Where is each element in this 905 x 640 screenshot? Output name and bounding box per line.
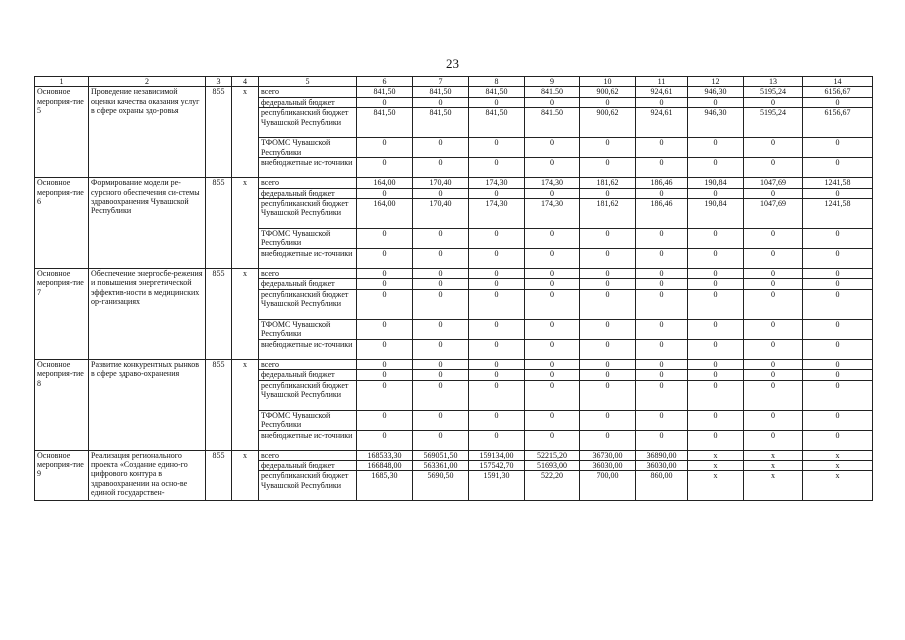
value-cell: 51693,00 [525,461,580,471]
value-cell: 0 [744,249,803,269]
value-cell: 0 [413,279,469,289]
value-cell: 0 [525,188,580,198]
value-cell: 0 [803,269,873,279]
value-cell: 0 [525,279,580,289]
value-cell: 0 [688,410,744,430]
value-cell: 0 [469,188,525,198]
value-cell: 36730,00 [580,450,636,460]
value-cell: 841,50 [469,87,525,97]
value-cell: 0 [688,319,744,339]
marker-cell: x [232,359,259,450]
code-cell: 855 [206,359,232,450]
value-cell: 0 [357,249,413,269]
value-cell: 0 [803,138,873,158]
event-description-cell: Проведение независимой оценки качества оказания услуг в сфере охраны здо-ровья [89,87,206,178]
value-cell: 0 [580,289,636,319]
funding-source-cell: федеральный бюджет [259,97,357,107]
value-cell: 0 [580,138,636,158]
funding-source-cell: республиканский бюджет Чувашской Республики [259,199,357,229]
table-row [35,87,873,97]
value-cell: 0 [744,359,803,369]
value-cell: 0 [525,97,580,107]
value-cell: 0 [413,289,469,319]
value-cell: 0 [413,138,469,158]
value-cell: 0 [744,188,803,198]
header-cell: 8 [469,77,525,87]
value-cell: 0 [357,279,413,289]
value-cell: 0 [525,269,580,279]
value-cell: 0 [469,269,525,279]
value-cell: 5690,50 [413,471,469,501]
value-cell: 946,30 [688,108,744,138]
value-cell: 0 [636,97,688,107]
funding-source-cell: внебюджетные ис-точники [259,158,357,178]
value-cell: 0 [469,289,525,319]
value-cell: 0 [688,249,744,269]
header-cell: 14 [803,77,873,87]
value-cell: 0 [413,229,469,249]
value-cell: 1685,30 [357,471,413,501]
value-cell: 0 [413,370,469,380]
value-cell: 0 [688,188,744,198]
value-cell: 0 [636,289,688,319]
value-cell: 0 [803,279,873,289]
value-cell: 0 [580,158,636,178]
value-cell: 0 [688,370,744,380]
value-cell: 0 [357,188,413,198]
value-cell: 0 [636,339,688,359]
value-cell: 0 [803,158,873,178]
table-body [35,77,873,501]
value-cell: 0 [525,339,580,359]
value-cell: 1047,69 [744,178,803,188]
value-cell: 841,50 [413,87,469,97]
value-cell: 186,46 [636,178,688,188]
code-cell: 855 [206,269,232,360]
value-cell: 0 [803,249,873,269]
value-cell: 0 [636,410,688,430]
value-cell: 1591,30 [469,471,525,501]
value-cell: 841,50 [357,108,413,138]
event-description-cell: Обеспечение энергосбе-режения и повышения энергетической эффектив-ности в медицинских ор-ганизациях [89,269,206,360]
marker-cell: x [232,178,259,269]
value-cell: 0 [744,158,803,178]
funding-source-cell: внебюджетные ис-точники [259,430,357,450]
header-cell: 10 [580,77,636,87]
value-cell: 159134,00 [469,450,525,460]
value-cell: 0 [580,279,636,289]
value-cell: 0 [803,289,873,319]
value-cell: 0 [413,319,469,339]
value-cell: 0 [469,380,525,410]
value-cell: 0 [357,380,413,410]
value-cell: 0 [525,359,580,369]
value-cell: 0 [636,249,688,269]
funding-source-cell: всего [259,178,357,188]
value-cell: 0 [803,380,873,410]
value-cell: 0 [580,319,636,339]
value-cell: 190,84 [688,178,744,188]
value-cell: 5195,24 [744,108,803,138]
value-cell: 0 [580,269,636,279]
marker-cell: x [232,87,259,178]
value-cell: 0 [636,370,688,380]
value-cell: 0 [580,97,636,107]
value-cell: 0 [744,430,803,450]
value-cell: 181,62 [580,199,636,229]
table-row [35,450,873,460]
event-description-cell: Развитие конкурентных рынков в сфере здраво-охранения [89,359,206,450]
event-name-cell: Основное мероприя-тие 8 [35,359,89,450]
table-row [35,269,873,279]
value-cell: 700,00 [580,471,636,501]
value-cell: 174,30 [525,178,580,188]
value-cell: 0 [525,289,580,319]
value-cell: 0 [744,319,803,339]
funding-source-cell: ТФОМС Чувашской Республики [259,319,357,339]
value-cell: 190,84 [688,199,744,229]
value-cell: 0 [469,229,525,249]
value-cell: 0 [469,319,525,339]
value-cell: 0 [580,370,636,380]
header-cell: 4 [232,77,259,87]
value-cell: 174,30 [469,199,525,229]
value-cell: 900,62 [580,108,636,138]
header-cell: 12 [688,77,744,87]
value-cell: 36030,00 [636,461,688,471]
value-cell: 841,50 [469,108,525,138]
value-cell: x [688,471,744,501]
value-cell: 841,50 [413,108,469,138]
funding-source-cell: ТФОМС Чувашской Республики [259,229,357,249]
funding-source-cell: всего [259,269,357,279]
funding-source-cell: республиканский бюджет Чувашской Республики [259,108,357,138]
header-row [35,77,873,87]
value-cell: 0 [413,339,469,359]
value-cell: x [744,450,803,460]
value-cell: 36030,00 [580,461,636,471]
value-cell: 0 [580,380,636,410]
value-cell: 164,00 [357,178,413,188]
value-cell: 0 [525,410,580,430]
value-cell: 0 [744,289,803,319]
value-cell: 170,40 [413,178,469,188]
value-cell: 0 [744,370,803,380]
value-cell: 0 [688,138,744,158]
value-cell: 0 [803,430,873,450]
funding-source-cell: федеральный бюджет [259,279,357,289]
value-cell: 0 [744,229,803,249]
value-cell: 0 [803,229,873,249]
header-cell: 5 [259,77,357,87]
funding-source-cell: федеральный бюджет [259,188,357,198]
value-cell: 569051,50 [413,450,469,460]
value-cell: 924,61 [636,87,688,97]
value-cell: 0 [580,410,636,430]
value-cell: 0 [744,269,803,279]
value-cell: 174,30 [469,178,525,188]
value-cell: 0 [803,359,873,369]
value-cell: 6156,67 [803,108,873,138]
value-cell: 0 [413,269,469,279]
event-description-cell: Формирование модели ре-сурсного обеспечения си-стемы здравоохранения Чувашской Республики [89,178,206,269]
value-cell: 0 [357,430,413,450]
value-cell: 563361,00 [413,461,469,471]
header-cell: 13 [744,77,803,87]
value-cell: 0 [744,97,803,107]
value-cell: 0 [469,339,525,359]
value-cell: 0 [413,188,469,198]
value-cell: 6156,67 [803,87,873,97]
value-cell: 164,00 [357,199,413,229]
value-cell: 0 [580,229,636,249]
funding-source-cell: всего [259,87,357,97]
value-cell: 0 [469,359,525,369]
value-cell: 0 [803,319,873,339]
header-cell: 7 [413,77,469,87]
value-cell: 0 [413,359,469,369]
event-name-cell: Основное мероприя-тие 6 [35,178,89,269]
value-cell: 0 [469,97,525,107]
value-cell: 0 [688,339,744,359]
value-cell: 0 [357,370,413,380]
header-cell: 1 [35,77,89,87]
value-cell: 166848,00 [357,461,413,471]
value-cell: 0 [525,158,580,178]
header-cell: 11 [636,77,688,87]
funding-source-cell: внебюджетные ис-точники [259,249,357,269]
value-cell: 0 [803,410,873,430]
value-cell: 0 [636,158,688,178]
value-cell: 0 [744,279,803,289]
value-cell: 0 [357,138,413,158]
value-cell: 0 [357,97,413,107]
value-cell: 0 [469,158,525,178]
value-cell: 5195,24 [744,87,803,97]
value-cell: 0 [803,370,873,380]
value-cell: 168533,30 [357,450,413,460]
budget-table [34,76,873,501]
value-cell: 1241,58 [803,199,873,229]
value-cell: 0 [525,430,580,450]
table-row [35,359,873,369]
funding-source-cell: федеральный бюджет [259,370,357,380]
value-cell: 0 [413,410,469,430]
value-cell: x [688,450,744,460]
value-cell: 0 [580,430,636,450]
value-cell: 522,20 [525,471,580,501]
code-cell: 855 [206,450,232,501]
value-cell: 1047,69 [744,199,803,229]
value-cell: 0 [413,430,469,450]
header-cell: 3 [206,77,232,87]
value-cell: 0 [580,339,636,359]
value-cell: 0 [525,319,580,339]
value-cell: 52215,20 [525,450,580,460]
funding-source-cell: республиканский бюджет Чувашской Республики [259,289,357,319]
funding-source-cell: внебюджетные ис-точники [259,339,357,359]
header-cell: 9 [525,77,580,87]
funding-source-cell: республиканский бюджет Чувашской Республики [259,380,357,410]
value-cell: x [803,471,873,501]
value-cell: 0 [580,188,636,198]
value-cell: 860,00 [636,471,688,501]
value-cell: 0 [744,339,803,359]
value-cell: 900,62 [580,87,636,97]
value-cell: 0 [413,380,469,410]
value-cell: x [744,471,803,501]
value-cell: 186,46 [636,199,688,229]
table-row [35,178,873,188]
funding-source-cell: всего [259,359,357,369]
value-cell: 0 [525,138,580,158]
header-cell: 2 [89,77,206,87]
marker-cell: x [232,269,259,360]
value-cell: 0 [580,359,636,369]
value-cell: 0 [636,279,688,289]
value-cell: 0 [636,269,688,279]
code-cell: 855 [206,87,232,178]
value-cell: 0 [688,269,744,279]
event-name-cell: Основное мероприя-тие 7 [35,269,89,360]
value-cell: 0 [357,339,413,359]
code-cell: 855 [206,178,232,269]
value-cell: x [744,461,803,471]
value-cell: 0 [636,430,688,450]
funding-source-cell: республиканский бюджет Чувашской Республики [259,471,357,501]
value-cell: 0 [469,138,525,158]
value-cell: 0 [525,229,580,249]
funding-source-cell: ТФОМС Чувашской Республики [259,138,357,158]
value-cell: 0 [357,410,413,430]
value-cell: 0 [357,289,413,319]
value-cell: 0 [803,339,873,359]
value-cell: 924,61 [636,108,688,138]
value-cell: 0 [744,380,803,410]
value-cell: 0 [636,359,688,369]
value-cell: 0 [580,249,636,269]
value-cell: 0 [636,319,688,339]
value-cell: 0 [688,97,744,107]
value-cell: 0 [525,380,580,410]
value-cell: 0 [636,229,688,249]
value-cell: 0 [413,97,469,107]
page-number: 23 [446,56,459,71]
value-cell: 181,62 [580,178,636,188]
value-cell: 0 [688,289,744,319]
value-cell: 0 [744,410,803,430]
event-name-cell: Основное мероприя-тие 5 [35,87,89,178]
funding-source-cell: ТФОМС Чувашской Республики [259,410,357,430]
value-cell: 0 [688,229,744,249]
value-cell: 0 [357,319,413,339]
value-cell: 36890,00 [636,450,688,460]
value-cell: 0 [469,430,525,450]
value-cell: x [688,461,744,471]
header-cell: 6 [357,77,413,87]
value-cell: 0 [357,359,413,369]
value-cell: 0 [413,249,469,269]
value-cell: 841.50 [525,108,580,138]
value-cell: 0 [688,279,744,289]
value-cell: 0 [525,249,580,269]
value-cell: 157542,70 [469,461,525,471]
value-cell: 0 [803,188,873,198]
value-cell: 0 [413,158,469,178]
value-cell: 0 [636,138,688,158]
value-cell: 0 [688,430,744,450]
value-cell: 174,30 [525,199,580,229]
value-cell: 0 [469,370,525,380]
value-cell: x [803,450,873,460]
value-cell: 0 [357,269,413,279]
value-cell: 841,50 [357,87,413,97]
funding-source-cell: всего [259,450,357,460]
value-cell: 0 [636,380,688,410]
value-cell: 0 [803,97,873,107]
value-cell: 0 [688,158,744,178]
value-cell: 170,40 [413,199,469,229]
value-cell: 0 [525,370,580,380]
value-cell: 841.50 [525,87,580,97]
value-cell: 0 [688,380,744,410]
value-cell: x [803,461,873,471]
value-cell: 0 [469,279,525,289]
value-cell: 1241,58 [803,178,873,188]
event-description-cell: Реализация регионального проекта «Создание едино-го цифрового контура в здравоохранении на осно-ве единой государствен- [89,450,206,501]
value-cell: 946,30 [688,87,744,97]
value-cell: 0 [636,188,688,198]
value-cell: 0 [469,249,525,269]
value-cell: 0 [357,158,413,178]
value-cell: 0 [688,359,744,369]
value-cell: 0 [744,138,803,158]
value-cell: 0 [357,229,413,249]
value-cell: 0 [469,410,525,430]
marker-cell: x [232,450,259,501]
funding-source-cell: федеральный бюджет [259,461,357,471]
event-name-cell: Основное мероприя-тие 9 [35,450,89,501]
